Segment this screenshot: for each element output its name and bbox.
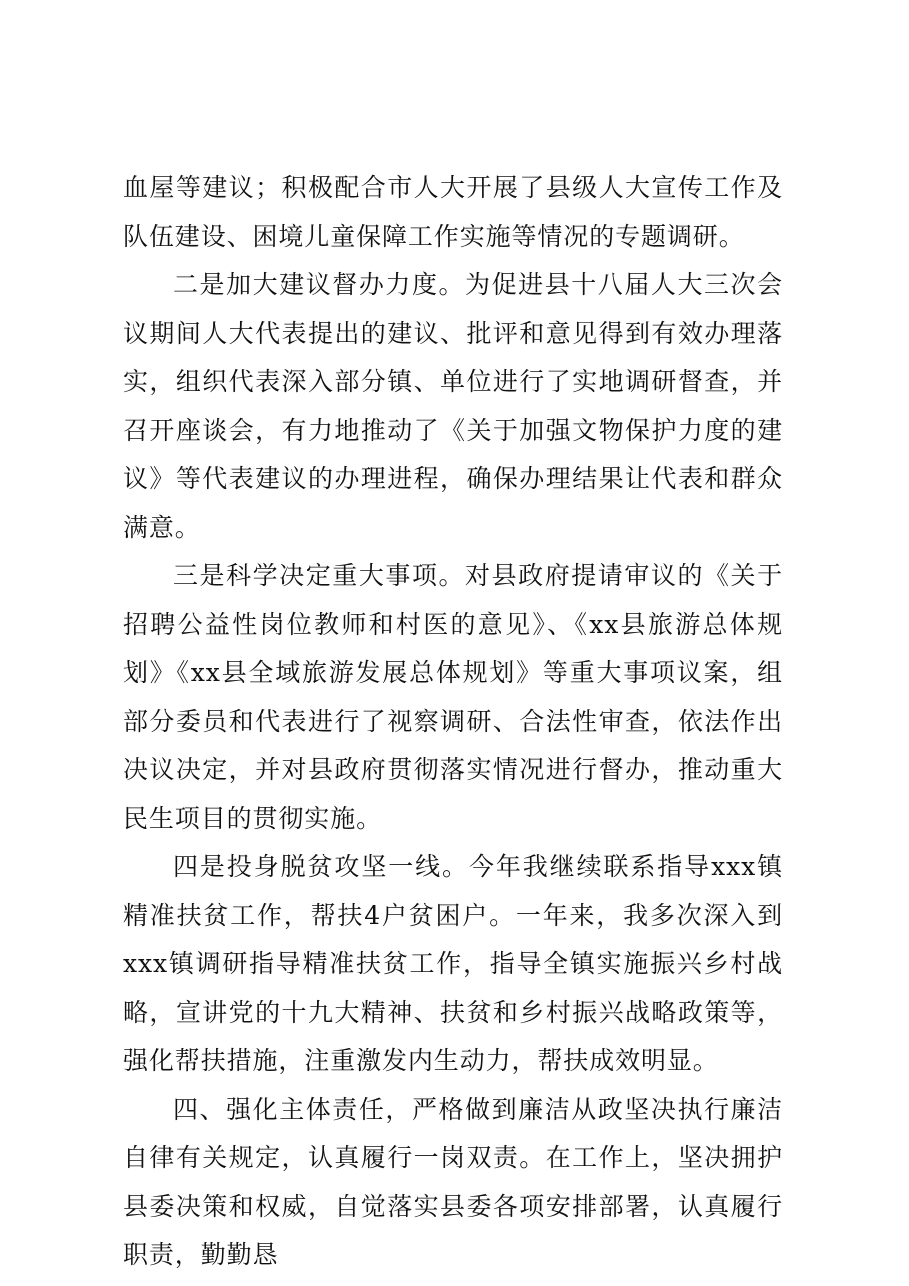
- paragraph-item-3: 三是科学决定重大事项。对县政府提请审议的《关于招聘公益性岗位教师和村医的意见》、《xx县旅游总体规划》《xx县全域旅游发展总体规划》等重大事项议案，组部分委员和代表进行了视察调研、合法性审查，依法作出决议决定，并对县政府贯彻落实情况进行督办，推动重大民生项目的贯彻实施。: [123, 561, 783, 833]
- paragraph-section-4: 四、强化主体责任，严格做到廉洁从政坚决执行廉洁自律有关规定，认真履行一岗双责。在工作上，坚决拥护县委决策和权威，自觉落实县委各项安排部署，认真履行职责，勤勤恳: [123, 1094, 783, 1269]
- paragraph-continuation: 血屋等建议；积极配合市人大开展了县级人大宣传工作及队伍建设、困境儿童保障工作实施等情况的专题调研。: [123, 173, 783, 251]
- document-body: [123, 164, 783, 1280]
- paragraph-item-2: 二是加大建议督办力度。为促进县十八届人大三次会议期间人大代表提出的建议、批评和意见得到有效办理落实，组织代表深入部分镇、单位进行了实地调研督查，并召开座谈会，有力地推动了《关于加强文物保护力度的建议》等代表建议的办理进程，确保办理结果让代表和群众满意。: [123, 270, 783, 542]
- paragraph-item-4: 四是投身脱贫攻坚一线。今年我继续联系指导xxx镇精准扶贫工作，帮扶4户贫困户。一年来，我多次深入到xxx镇调研指导精准扶贫工作，指导全镇实施振兴乡村战略，宣讲党的十九大精神、扶贫和乡村振兴战略政策等，强化帮扶措施，注重激发内生动力，帮扶成效明显。: [123, 852, 783, 1075]
